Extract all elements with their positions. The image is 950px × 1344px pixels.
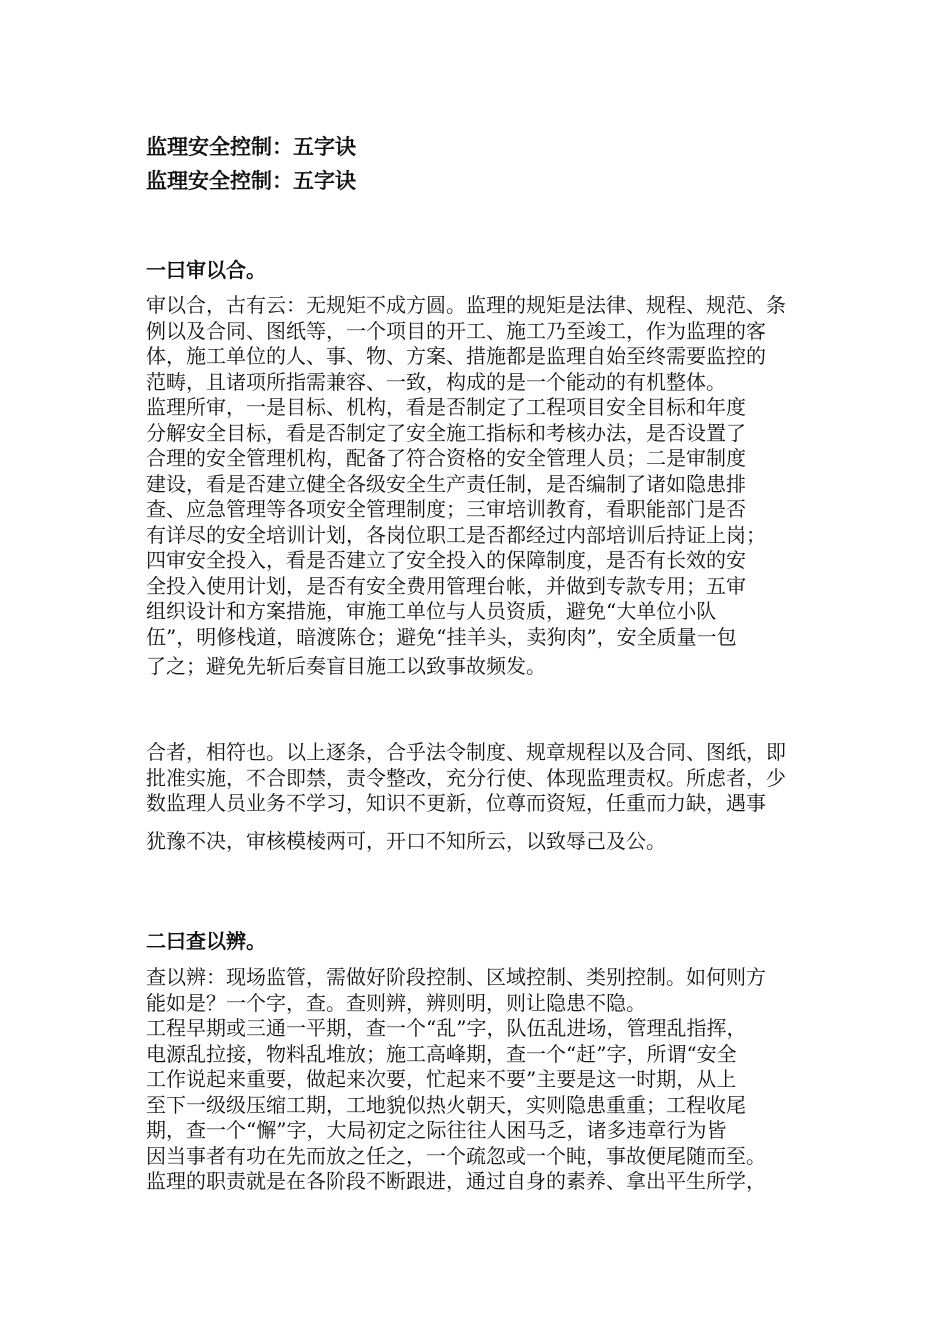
text-line: 监理的职责就是在各阶段不断跟进，通过自身的素养、拿出平生所学， <box>146 1169 766 1193</box>
text-line: 数监理人员业务不学习，知识不更新，位尊而资短，任重而力缺，遇事 <box>146 791 766 815</box>
text-line: 了之；避免先斩后奏盲目施工以致事故频发。 <box>146 654 546 678</box>
text-line: 查、应急管理等各项安全管理制度；三审培训教育，看职能部门是否 <box>146 497 746 521</box>
text-line: 审以合，古有云：无规矩不成方圆。监理的规矩是法律、规程、规范、条 <box>146 293 786 317</box>
text-line: 工程早期或三通一平期，查一个“乱”字，队伍乱进场，管理乱指挥， <box>146 1016 747 1040</box>
section1-paragraph-2 <box>146 740 826 817</box>
section1-paragraph-2-last-line <box>146 829 826 855</box>
text-line: 查以辨：现场监管，需做好阶段控制、区域控制、类别控制。如何则方 <box>146 965 766 989</box>
text-line: 建设，看是否建立健全各级安全生产责任制，是否编制了诸如隐患排 <box>146 471 746 496</box>
section1-paragraph-1 <box>146 293 826 650</box>
document-title: 监理安全控制：五字诀 <box>146 135 356 159</box>
section-heading-2: 二曰查以辨。 <box>146 929 266 953</box>
text-line: 期，查一个“懈”字，大局初定之际往往人困马乏，诸多违章行为皆 <box>146 1118 727 1142</box>
text-line: 分解安全目标，看是否制定了安全施工指标和考核办法，是否设置了 <box>146 420 746 445</box>
text-line: 至下一级级压缩工期，工地貌似热火朝天，实则隐患重重；工程收尾 <box>146 1092 746 1117</box>
document-title-repeat: 监理安全控制：五字诀 <box>146 169 356 193</box>
text-line: 合理的安全管理机构，配备了符合资格的安全管理人员；二是审制度 <box>146 446 746 470</box>
text-line: 监理所审，一是目标、机构，看是否制定了工程项目安全目标和年度 <box>146 395 746 419</box>
text-line: 犹豫不决，审核模棱两可，开口不知所云，以致辱己及公。 <box>146 829 666 853</box>
text-line: 因当事者有功在先而放之任之，一个疏忽或一个盹，事故便尾随而至。 <box>146 1143 766 1168</box>
text-line: 范畴，且诸项所指需兼容、一致，构成的是一个能动的有机整体。 <box>146 369 726 394</box>
text-line: 组织设计和方案措施，审施工单位与人员资质，避免“大单位小队 <box>146 599 717 623</box>
text-line: 能如是？一个字，查。查则辨，辨则明，则让隐患不隐。 <box>146 990 646 1015</box>
text-line: 工作说起来重要，做起来次要，忙起来不要”主要是这一时期，从上 <box>146 1067 737 1091</box>
text-line: 合者，相符也。以上逐条，合乎法令制度、规章规程以及合同、图纸，即 <box>146 740 786 764</box>
section1-paragraph-1-last-line <box>146 654 826 680</box>
text-line: 有详尽的安全培训计划，各岗位职工是否都经过内部培训后持证上岗； <box>146 522 766 547</box>
text-line: 四审安全投入，看是否建立了安全投入的保障制度，是否有长效的安 <box>146 548 746 572</box>
text-line: 伍”，明修栈道，暗渡陈仓；避免“挂羊头，卖狗肉”，安全质量一包 <box>146 624 737 649</box>
text-line: 全投入使用计划，是否有安全费用管理台帐，并做到专款专用；五审 <box>146 573 746 598</box>
text-line: 批准实施，不合即禁，责令整改，充分行使、体现监理责权。所虑者，少 <box>146 765 786 790</box>
text-line: 体，施工单位的人、事、物、方案、措施都是监理自始至终需要监控的 <box>146 344 766 368</box>
section2-paragraph-1 <box>146 965 826 1195</box>
text-line: 电源乱拉接，物料乱堆放；施工高峰期，查一个“赶”字，所谓“安全 <box>146 1041 737 1066</box>
text-line: 例以及合同、图纸等，一个项目的开工、施工乃至竣工，作为监理的客 <box>146 318 766 343</box>
section-heading-1: 一曰审以合。 <box>146 258 266 282</box>
